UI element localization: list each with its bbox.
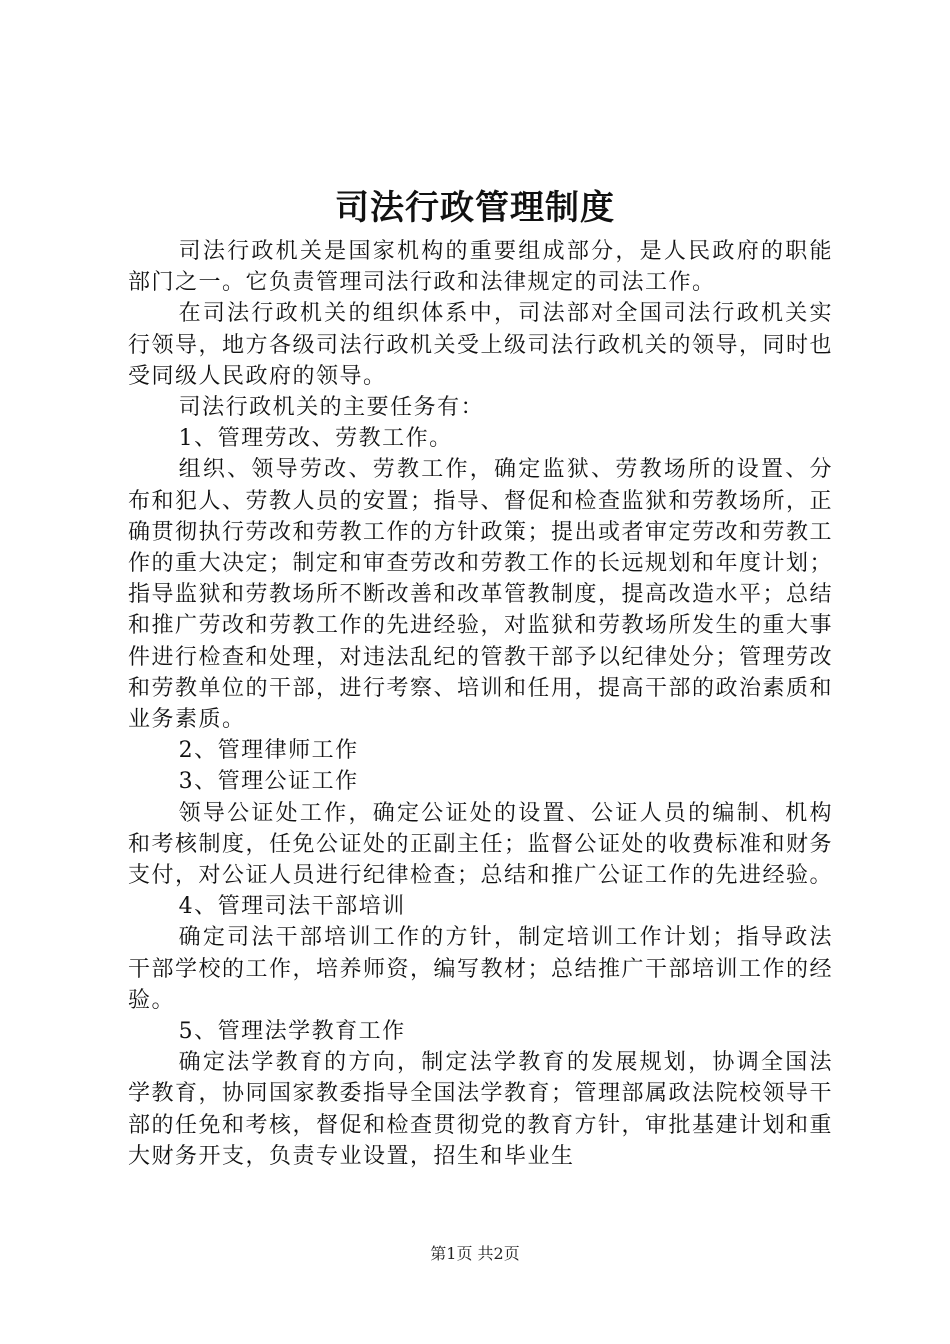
- section-heading: 1、管理劳改、劳教工作。: [178, 426, 453, 452]
- section-heading: 4、管理司法干部培训: [178, 894, 406, 920]
- page-number-footer: 第1页 共2页: [430, 1244, 520, 1263]
- paragraph: 司法行政机关的主要任务有：: [178, 395, 485, 421]
- paragraph: 领导公证处工作，确定公证处的设置、公证人员的编制、机构和考核制度，任免公证处的正副主任；监督公证处的收费标准和财务支付，对公证人员进行纪律检查；总结和推广公证工作的先进经验。: [128, 800, 834, 889]
- paragraph: 确定法学教育的方向，制定法学教育的发展规划，协调全国法学教育，协同国家教委指导全国法学教育；管理部属政法院校领导干部的任免和考核，督促和检查贯彻党的教育方针，审批基建计划和重大财务开支，负责专业设置，招生和毕业生: [128, 1050, 834, 1169]
- paragraph: 司法行政机关是国家机构的重要组成部分，是人民政府的职能部门之一。它负责管理司法行政和法律规定的司法工作。: [128, 239, 833, 296]
- document-title: 司法行政管理制度: [335, 188, 615, 228]
- section-heading: 5、管理法学教育工作: [178, 1019, 406, 1045]
- paragraph: 确定司法干部培训工作的方针，制定培训工作计划；指导政法干部学校的工作，培养师资，编写教材；总结推广干部培训工作的经验。: [128, 925, 834, 1013]
- paragraph: 组织、领导劳改、劳教工作，确定监狱、劳教场所的设置、分布和犯人、劳教人员的安置；指导、督促和检查监狱和劳教场所，正确贯彻执行劳改和劳教工作的方针政策；提出或者审定劳改和劳教工作的重大决定；制定和审查劳改和劳教工作的长远规划和年度计划；指导监狱和劳教场所不断改善和改革管教制度，提高改造水平；总结和推广劳改和劳教工作的先进经验，对监狱和劳教场所发生的重大事件进行检查和处理，对违法乱纪的管教干部予以纪律处分；管理劳改和劳教单位的干部，进行考察、培训和任用，提高干部的政治素质和业务素质。: [128, 457, 834, 733]
- section-heading: 2、管理律师工作: [178, 738, 359, 764]
- section-heading: 3、管理公证工作: [178, 769, 359, 795]
- paragraph: 在司法行政机关的组织体系中，司法部对全国司法行政机关实行领导，地方各级司法行政机关受上级司法行政机关的领导，同时也受同级人民政府的领导。: [128, 301, 834, 389]
- document-body: [128, 236, 833, 1172]
